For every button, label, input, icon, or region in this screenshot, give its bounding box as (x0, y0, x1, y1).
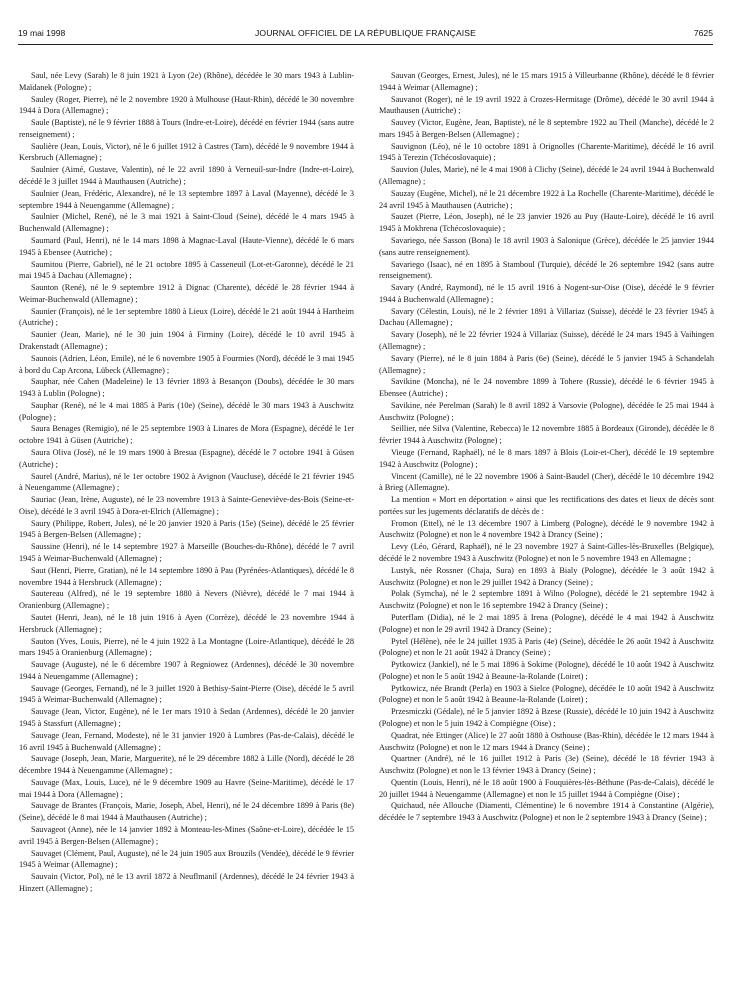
register-entry: Sauvage (Max, Louis, Luce), né le 9 décembre 1909 au Havre (Seine-Maritime), décédé le 17 mai 1944 à Dora (Allemagne) ; (19, 777, 354, 799)
register-entry: Pytel (Hélène), née le 24 juillet 1935 à Paris (4e) (Seine), décédée le 26 août 1942 à Auschwitz (Pologne) et non le 21 août 1942 à Drancy (Seine) ; (379, 636, 714, 658)
header-rule (18, 44, 713, 45)
right-column (379, 70, 714, 978)
register-entry: Saussine (Henri), né le 14 septembre 1927 à Marseille (Bouches-du-Rhône), décédé le 7 avril 1945 à Weimar-Buchenwald (Allemagne) ; (19, 542, 354, 564)
register-entry: Pytkowicz, née Brandt (Perla) en 1903 à Sielce (Pologne), décédée le 10 août 1942 à Auschwitz (Pologne) et non le 5 août 1942 à Beaune-la-Rolande (Loiret) ; (379, 683, 714, 705)
register-entry: Saul, née Levy (Sarah) le 8 juin 1921 à Lyon (2e) (Rhône), décédée le 30 mars 1943 à Lublin-Maïdanek (Pologne) ; (19, 71, 354, 92)
register-entry: Saulnier (Michel, René), né le 3 mai 1921 à Saint-Cloud (Seine), décédé le 4 mars 1945 à Buchenwald (Allemagne) ; (19, 212, 354, 234)
register-entry: Saulnier (Jean, Frédéric, Alexandre), né le 13 septembre 1897 à Laval (Mayenne), décédé le 3 septembre 1944 à Neuengamme (Allemagne) ; (19, 188, 354, 210)
register-entry: Savary (André, Raymond), né le 15 avril 1916 à Nogent-sur-Oise (Oise), décédé le 9 février 1944 à Buchenwald (Allemagne) ; (379, 283, 714, 304)
register-entry: Sautet (Henri, Jean), né le 18 juin 1916 à Ayen (Corrèze), décédé le 23 novembre 1944 à Hersbruck (Allemagne) ; (19, 612, 354, 634)
register-entry: Sautereau (Alfred), né le 19 septembre 1880 à Nevers (Nièvre), décédé le 7 mai 1944 à Oranienburg (Allemagne) ; (19, 589, 354, 611)
register-entry: Sauley (Roger, Pierre), né le 2 novembre 1920 à Mulhouse (Haut-Rhin), décédé le 30 novembre 1944 à Dora (Allemagne) ; (19, 94, 354, 116)
left-column (19, 70, 354, 978)
register-entry: Quartner (André), né le 16 juillet 1912 à Paris (3e) (Seine), décédé le 18 février 1943 à Auschwitz (Pologne) et non le 13 février 1943 à Drancy (Seine) ; (379, 754, 714, 776)
register-entry: Saunton (René), né le 9 septembre 1912 à Dignac (Charente), décédé le 28 février 1944 à Weimar-Buchenwald (Allemagne) ; (19, 283, 354, 304)
register-entry: Sauvignon (Léo), né le 10 octobre 1891 à Orignolles (Charente-Maritime), décédé le 16 avril 1945 à Terezin (Tchécoslovaquie) ; (379, 141, 714, 163)
register-entry: Vincent (Camille), né le 22 novembre 1906 à Saint-Baudel (Cher), décédé le 10 décembre 1942 à Brieg (Allemagne). (379, 471, 714, 493)
register-entry: Saut (Henri, Pierre, Gratian), né le 14 septembre 1890 à Pau (Pyrénées-Atlantiques), décédé le 8 novembre 1944 à Hersbruck (Allemagne) ; (19, 565, 354, 587)
register-entry: Saulnier (Aimé, Gustave, Valentin), né le 22 avril 1890 à Verneuil-sur-Indre (Indre-et-Loire), décédé le 3 juillet 1944 à Mauthausen (Autriche) ; (19, 165, 354, 187)
register-entry: Sauton (Yves, Louis, Pierre), né le 4 juin 1922 à La Montagne (Loire-Atlantique), décédé le 28 mars 1945 à Oranienburg (Allemagne) ; (19, 636, 354, 658)
register-entry: Saumard (Paul, Henri), né le 14 mars 1898 à Magnac-Laval (Haute-Vienne), décédé le 6 mars 1945 à Ebensee (Autriche) ; (19, 235, 354, 257)
register-entry: Przesmiczki (Gédale), né le 5 janvier 1892 à Bzese (Russie), décédé le 10 juin 1942 à Auschwitz (Pologne) et non le 5 juin 1942 à Compiègne (Oise) ; (379, 707, 714, 728)
register-entry: Pytkowicz (Jankiel), né le 5 mai 1896 à Sokime (Pologne), décédé le 10 août 1942 à Auschwitz (Pologne) et non le 5 août 1942 à Beaune-la-Rolande (Loiret) ; (379, 660, 714, 681)
register-entry: Vieuge (Fernand, Raphaël), né le 8 mars 1897 à Blois (Loir-et-Cher), décédé le 19 septembre 1942 à Auschwitz (Pologne) ; (379, 448, 714, 469)
register-entry: Savary (Pierre), né le 8 juin 1884 à Paris (6e) (Seine), décédé le 5 janvier 1945 à Schandelah (Allemagne) ; (379, 353, 714, 375)
register-entry: Saule (Baptiste), né le 9 février 1888 à Tours (Indre-et-Loire), décédé en février 1944 (sans autre renseignement) ; (19, 118, 354, 139)
register-entry: Sauvanot (Roger), né le 19 avril 1922 à Crozes-Hermitage (Drôme), décédé le 30 avril 1944 à Mauthausen (Autriche) ; (379, 94, 714, 116)
register-entry: Sauvion (Jules, Marie), né le 4 mai 1908 à Clichy (Seine), décédé le 24 avril 1944 à Buchenwald (Allemagne) ; (379, 165, 714, 187)
register-entry: Saurel (André, Marius), né le 1er octobre 1902 à Avignon (Vaucluse), décédé le 21 février 1945 à Neuengamme (Allemagne) ; (19, 471, 354, 493)
register-entry: Quichaud, née Allouche (Diamenti, Clémentine) le 6 novembre 1914 à Constantine (Algérie), décédée le 7 septembre 1943 à Auschwitz (Pologne) et non le 2 septembre 1943 à Drancy (Seine) ; (379, 801, 714, 823)
register-entry: Quadrat, née Ettinger (Alice) le 27 août 1880 à Osthouse (Bas-Rhin), décédée le 12 mars 1944 à Auschwitz (Pologne) et non le 12 mars 1944 à Drancy (Seine) ; (379, 730, 714, 752)
page-number: 7625 (693, 28, 713, 38)
register-entry: Fromon (Ettel), né le 13 décembre 1907 à Limberg (Pologne), décédé le 9 novembre 1942 à Auschwitz (Pologne) et non le 4 novembre 1942 à Drancy (Seine) ; (379, 518, 714, 540)
register-entry: Sauvaget (Clément, Paul, Auguste), né le 24 juin 1905 aux Brouzils (Vendée), décédé le 9 février 1945 à Weimar (Allemagne) ; (19, 848, 354, 870)
register-entry: Sauvain (Victor, Pol), né le 13 avril 1872 à Neuflmanil (Ardennes), décédé le 24 février 1943 à Hinzert (Allemagne) ; (19, 872, 354, 893)
register-entry: Savary (Célestin, Louis), né le 2 février 1891 à Villariaz (Suisse), décédé le 23 février 1945 à Dachau (Allemagne) ; (379, 306, 714, 328)
register-entry: Sauphar, née Cahen (Madeleine) le 13 février 1893 à Besançon (Doubs), décédée le 30 mars 1943 à Lublin (Pologne) ; (19, 377, 354, 399)
issue-date: 19 mai 1998 (18, 28, 66, 38)
register-entry: Sauvage (Auguste), né le 6 décembre 1907 à Regniowez (Ardennes), décédé le 30 novembre 1944 à Neuengamme (Allemagne) ; (19, 660, 354, 681)
register-entry: La mention « Mort en déportation » ainsi que les rectifications des dates et lieux de décès sont portées sur les jugements déclaratifs de décès de : (379, 495, 714, 516)
register-entry: Saulière (Jean, Louis, Victor), né le 6 juillet 1912 à Castres (Tarn), décédé le 9 novembre 1944 à Kersbruch (Allemagne) ; (19, 141, 354, 163)
register-entry: Polak (Symcha), né le 2 septembre 1891 à Wilno (Pologne), décédé le 21 septembre 1942 à Auschwitz (Pologne) et non le 16 septembre 1942 à Drancy (Seine) ; (379, 589, 714, 611)
register-entry: Sauphar (René), né le 4 mai 1885 à Paris (10e) (Seine), décédé le 30 mars 1943 à Auschwitz (Pologne) ; (19, 400, 354, 422)
register-entry: Sauvage de Brantes (François, Marie, Joseph, Abel, Henri), né le 24 décembre 1899 à Paris (8e) (Seine), décédé le 8 mai 1944 à Mauthausen (Autriche) ; (19, 801, 354, 823)
register-entry: Sauvage (Jean, Fernand, Modeste), né le 31 janvier 1920 à Lumbres (Pas-de-Calais), décédé le 16 avril 1945 à Buchenwald (Allemagne) ; (19, 730, 354, 752)
register-entry: Sauriac (Jean, Irène, Auguste), né le 23 novembre 1913 à Sainte-Geneviève-des-Bois (Seine-et-Oise), décédé le 3 avril 1945 à Dora-et-Elrich (Allemagne) ; (19, 495, 354, 516)
register-entry: Sauvey (Victor, Eugène, Jean, Baptiste), né le 8 septembre 1922 au Theil (Manche), décédé le 2 mars 1945 à Bergen-Belsen (Allemagne) ; (379, 118, 714, 139)
register-entry: Saunier (Jean, Marie), né le 30 juin 1904 à Firminy (Loire), décédé le 10 avril 1945 à Drakenstadt (Allemagne) ; (19, 330, 354, 351)
register-entry: Saunier (François), né le 1er septembre 1880 à Lieux (Loire), décédé le 21 août 1944 à Hartheim (Autriche) ; (19, 306, 354, 328)
register-entry: Quentin (Louis, Henri), né le 18 août 1900 à Fouquières-lès-Béthune (Pas-de-Calais), décédé le 20 juillet 1944 à Neuengamme (Allemagne) et non le 15 juillet 1944 à Compiègne (Oise) ; (379, 777, 714, 799)
register-entry: Sauvage (Georges, Fernand), né le 3 juillet 1920 à Bethisy-Saint-Pierre (Oise), décédé le 5 avril 1945 à Weimar-Buchenwald (Allemagne) ; (19, 683, 354, 705)
register-entry: Sauvageot (Anne), née le 14 janvier 1892 à Monteau-les-Mines (Saône-et-Loire), décédée le 15 avril 1945 à Bergen-Belsen (Allemagne) ; (19, 825, 354, 846)
register-entry: Savariego (Isaac), né en 1895 à Stamboul (Turquie), décédé le 26 septembre 1942 (sans autre renseignement). (379, 259, 714, 281)
register-entry: Savary (Joseph), né le 22 février 1924 à Villariaz (Suisse), décédé le 24 mars 1945 à Vaihingen (Allemagne) ; (379, 330, 714, 351)
register-entry: Savikine (Moncha), né le 24 novembre 1899 à Tohere (Russie), décédé le 6 février 1945 à Ebensee (Autriche) ; (379, 377, 714, 399)
register-entry: Savikine, née Perelman (Sarah) le 8 avril 1892 à Varsovie (Pologne), décédée le 25 mai 1944 à Auschwitz (Pologne) ; (379, 400, 714, 422)
register-entry: Saura Benages (Remigio), né le 25 septembre 1903 à Linares de Mora (Espagne), décédé le 1er octobre 1941 à Güsen (Autriche) ; (19, 424, 354, 446)
register-entry: Sauvan (Georges, Ernest, Jules), né le 15 mars 1915 à Villeurbanne (Rhône), décédé le 8 février 1944 à Weimar (Allemagne) ; (379, 71, 714, 92)
register-entry: Sauvage (Jean, Victor, Eugène), né le 1er mars 1910 à Sedan (Ardennes), décédé le 20 janvier 1945 à Stassfurt (Allemagne) ; (19, 707, 354, 728)
register-entry: Lustyk, née Rossner (Chaja, Sura) en 1893 à Bialy (Pologne), décédée le 3 août 1942 à Auschwitz (Pologne) et non le 29 juillet 1942 à Drancy (Seine) ; (379, 565, 714, 587)
journal-title: JOURNAL OFFICIEL DE LA RÉPUBLIQUE FRANÇAISE (255, 28, 476, 38)
register-entry: Saumitou (Pierre, Gabriel), né le 21 octobre 1895 à Casseneuil (Lot-et-Garonne), décédé le 21 mai 1945 à Dachau (Allemagne) ; (19, 259, 354, 281)
register-entry: Savariego, née Sasson (Bona) le 18 avril 1903 à Salonique (Grèce), décédée le 25 janvier 1944 (sans autre renseignement). (379, 235, 714, 257)
register-entry: Sauvage (Joseph, Jean, Marie, Marguerite), né le 29 décembre 1882 à Lille (Nord), décédé le 28 décembre 1944 à Neuengamme (Allemagne) ; (19, 754, 354, 776)
register-entry: Sauzet (Pierre, Léon, Joseph), né le 23 janvier 1926 au Puy (Haute-Loire), décédé le 16 avril 1945 à Mokhrena (Tchécoslovaquie) ; (379, 212, 714, 234)
register-entry: Puterflam (Didia), né le 2 mai 1895 à Irena (Pologne), décédé le 4 mai 1942 à Auschwitz (Pologne) et non le 29 avril 1942 à Drancy (Seine) ; (379, 612, 714, 634)
register-entry: Sauzay (Eugène, Michel), né le 21 décembre 1922 à La Rochelle (Charente-Maritime), décédé le 24 avril 1945 à Mauthausen (Autriche) ; (379, 188, 714, 210)
register-entry: Saura Oliva (José), né le 19 mars 1900 à Bresua (Espagne), décédé le 7 octobre 1941 à Güsen (Autriche) ; (19, 448, 354, 469)
page-header (18, 28, 713, 42)
register-entry: Saunois (Adrien, Léon, Emile), né le 6 novembre 1905 à Fourmies (Nord), décédé le 3 mai 1945 à bord du Cap Arcona, Lübeck (Allemagne) ; (19, 353, 354, 375)
register-entry: Levy (Léo, Gérard, Raphaël), né le 23 novembre 1927 à Saint-Gilles-lès-Bruxelles (Belgique), décédé le 2 novembre 1943 à Auschwitz (Pologne) et non le 5 novembre 1943 en Allemagne ; (379, 542, 714, 564)
register-entry: Saury (Philippe, Robert, Jules), né le 20 janvier 1920 à Paris (15e) (Seine), décédé le 25 février 1945 à Bergen-Belsen (Allemagne) ; (19, 518, 354, 540)
register-entry: Seillier, née Silva (Valentine, Rebecca) le 12 novembre 1885 à Bordeaux (Gironde), décédée le 8 février 1944 à Auschwitz (Pologne) ; (379, 424, 714, 446)
